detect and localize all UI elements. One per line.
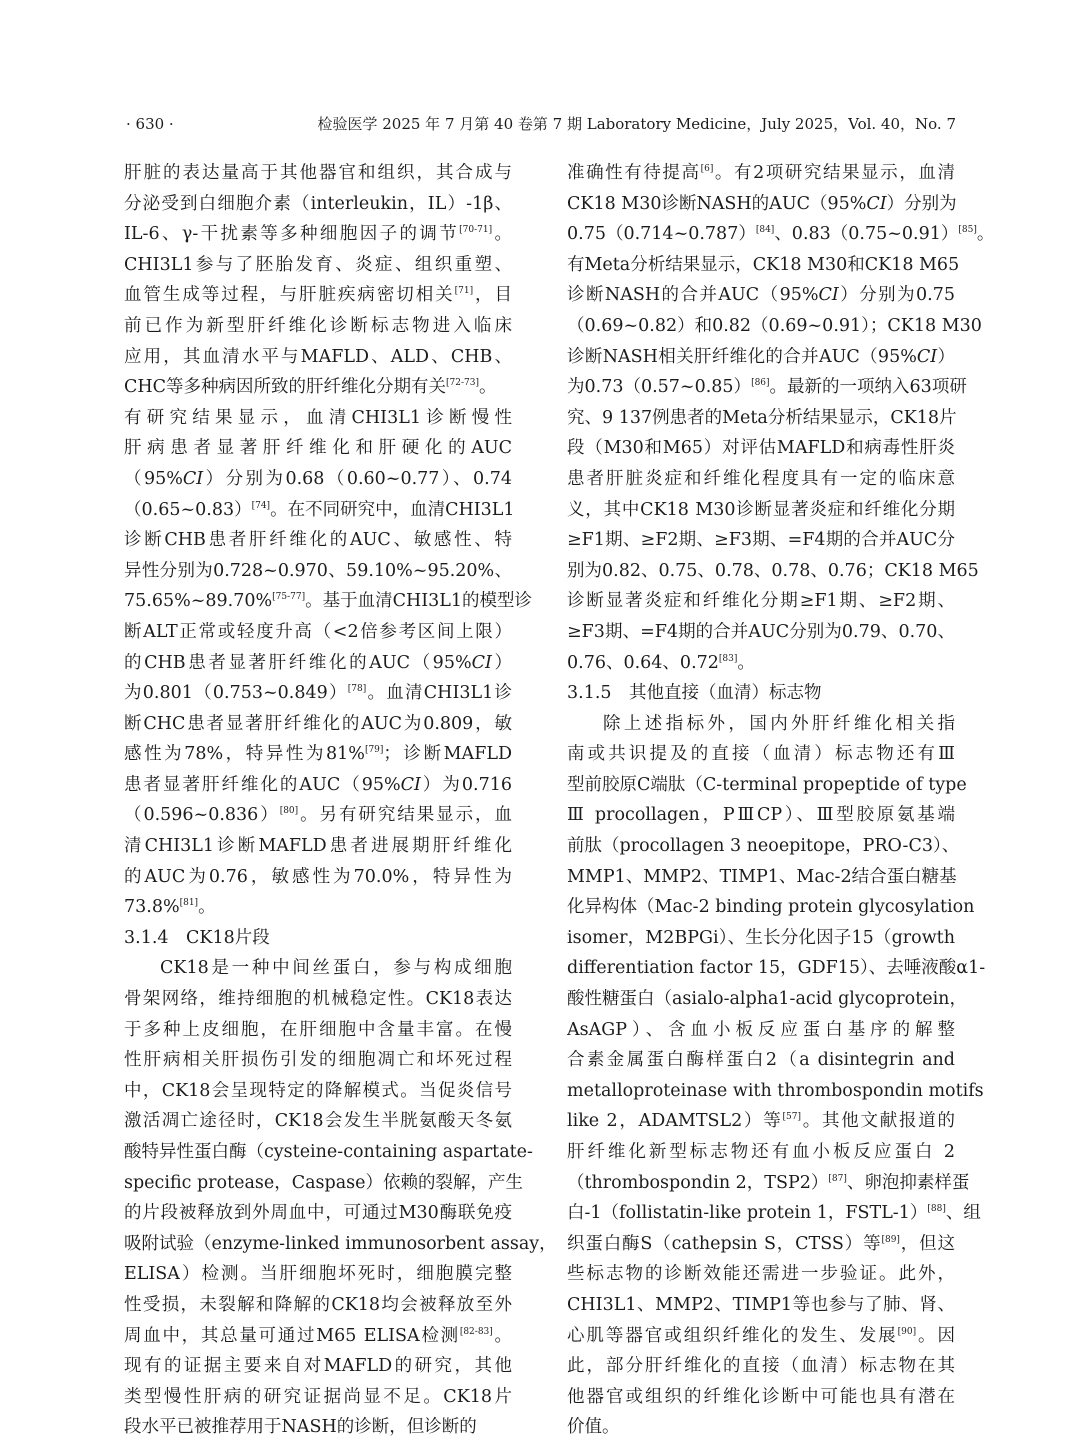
right-column-line: 诊断NASH的合并AUC（95%CI）分别为0.75 [567,285,955,306]
left-column-line: 为0.801（0.753~0.849）[78]。血清CHI3L1诊 [124,683,512,704]
right-column-line: 肝纤维化新型标志物还有血小板反应蛋白 2 [567,1142,955,1162]
left-column-line: 有研究结果显示，血清CHI3L1诊断慢性 [124,407,512,428]
left-column-line: 吸附试验（enzyme-linked immunosorbent assay， [124,1233,557,1254]
left-column-line: 肝脏的表达量高于其他器官和组织，其合成与 [124,163,512,183]
page-header [126,112,956,136]
right-column-line: 南或共识提及的直接（血清）标志物还有Ⅲ [567,744,955,765]
left-column-line: 分泌受到白细胞介素（interleukin，IL）-1β、 [124,193,512,214]
left-column-line: 的AUC为0.76，敏感性为70.0%，特异性为 [124,866,512,887]
left-column-line: 激活凋亡途径时，CK18会发生半胱氨酸天冬氨 [124,1111,512,1132]
right-column-line: like 2，ADAMTSL2）等[57]。其他文献报道的 [567,1111,955,1132]
left-column [124,158,557,1443]
left-column-line: 异性分别为0.728~0.970、59.10%~95.20%、 [124,560,512,581]
right-column-line: metalloproteinase with thrombospondin motifs [567,1080,984,1101]
right-column-line: CK18 M30诊断NASH的AUC（95%CI）分别为 [567,193,957,214]
left-column-line: 断CHC患者显著肝纤维化的AUC为0.809，敏 [124,713,512,734]
right-column-line: 究、9 137例患者的Meta分析结果显示，CK18片 [567,407,957,428]
right-column-line: （0.69~0.82）和0.82（0.69~0.91）；CK18 M30 [567,315,982,336]
left-column-line: 肝病患者显著肝纤维化和肝硬化的AUC [124,438,512,459]
right-column-line: 义，其中CK18 M30诊断显著炎症和纤维化分期 [567,499,955,520]
left-column-line: 中，CK18会呈现特定的降解模式。当促炎信号 [124,1080,512,1101]
left-column-line: 的CHB患者显著肝纤维化的AUC（95%CI） [124,652,512,673]
right-column-line: ≥F1期、≥F2期、≥F3期、=F4期的合并AUC分 [567,530,955,551]
left-column-line: 75.65%~89.70%[75-77]。基于血清CHI3L1的模型诊 [124,591,533,612]
right-column-line: isomer，M2BPGi）、生长分化因子15（growth [567,927,955,948]
left-column-line: 类型慢性肝病的研究证据尚显不足。CK18片 [124,1386,512,1407]
right-column-line: 段（M30和M65）对评估MAFLD和病毒性肝炎 [567,438,955,459]
right-column-line: （thrombospondin 2，TSP2）[87]、卵泡抑素样蛋 [567,1172,970,1193]
left-column-line: 清CHI3L1诊断MAFLD患者进展期肝纤维化 [124,836,512,857]
right-column-line: differentiation factor 15，GDF15）、去唾液酸α1- [567,958,986,979]
left-column-line: 诊断CHB患者肝纤维化的AUC、敏感性、特 [124,530,512,551]
right-column-line: 诊断NASH相关肝纤维化的合并AUC（95%CI） [567,346,956,367]
right-column-line: MMP1、MMP2、TIMP1、Mac-2结合蛋白糖基 [567,866,957,887]
right-column-line: 心肌等器官或组织纤维化的发生、发展[90]。因 [567,1325,956,1346]
right-column-line: 型前胶原C端肽（C-terminal propeptide of type [567,774,967,795]
right-column-line: 准确性有待提高[6]。有2项研究结果显示，血清 [567,163,956,183]
left-column-line: 性受损，未裂解和降解的CK18均会被释放至外 [124,1294,512,1315]
left-column-line: 酸特异性蛋白酶（cysteine-containing aspartate- [124,1142,533,1162]
right-column-line: 为0.73（0.57~0.85）[86]。最新的一项纳入63项研 [567,377,967,398]
right-column-line: AsAGP）、含血小板反应蛋白基序的解整 [567,1019,955,1040]
left-column-line: 73.8%[81]。 [124,897,216,918]
left-column-line: CHC等多种病因所致的肝纤维化分期有关[72-73]。 [124,377,497,398]
right-column-line: 除上述指标外，国内外肝纤维化相关指 [603,713,955,734]
right-column [567,158,995,1443]
left-column-line: 前已作为新型肝纤维化诊断标志物进入临床 [124,315,512,336]
right-column-line: 有Meta分析结果显示，CK18 M30和CK18 M65 [567,254,960,275]
right-column-line: 0.76、0.64、0.72[83]。 [567,652,755,673]
right-column-line: CHI3L1、MMP2、TIMP1等也参与了肺、肾、 [567,1294,955,1315]
right-column-line: 价值。 [567,1417,620,1438]
left-column-line: IL-6、γ-干扰素等多种细胞因子的调节[70-71]。 [124,224,513,245]
right-column-line: 白-1（follistatin-like protein 1，FSTL-1）[88]、组 [567,1203,981,1224]
right-column-line: 此，部分肝纤维化的直接（血清）标志物在其 [567,1356,955,1377]
left-column-line: specific protease，Caspase）依赖的裂解，产生 [124,1172,524,1193]
left-column-line: （0.65~0.83）[74]。在不同研究中，血清CHI3L1 [124,499,515,520]
right-column-line: 诊断显著炎症和纤维化分期≥F1期、≥F2期、 [567,591,955,612]
left-column-line: 3.1.4 CK18片段 [124,927,270,948]
left-column-line: （0.596~0.836）[80]。另有研究结果显示，血 [124,805,512,826]
left-column-line: 周血中，其总量可通过M65 ELISA检测[82-83]。 [124,1325,513,1346]
right-column-line: 酸性糖蛋白（asialo-alpha1-acid glycoprotein， [567,989,967,1010]
left-column-line: 骨架网络，维持细胞的机械稳定性。CK18表达 [124,989,512,1010]
left-column-line: CHI3L1参与了胚胎发育、炎症、组织重塑、 [124,254,512,275]
right-column-line: ≥F3期、=F4期的合并AUC分别为0.79、0.70、 [567,621,955,642]
left-column-line: 于多种上皮细胞，在肝细胞中含量丰富。在慢 [124,1019,512,1040]
left-column-line: ELISA）检测。当肝细胞坏死时，细胞膜完整 [124,1264,512,1285]
left-column-line: 段水平已被推荐用于NASH的诊断，但诊断的 [124,1417,477,1438]
right-column-line: 患者肝脏炎症和纤维化程度具有一定的临床意 [567,468,955,489]
left-column-line: 现有的证据主要来自对MAFLD的研究，其他 [124,1356,512,1377]
left-column-line: 应用，其血清水平与MAFLD、ALD、CHB、 [124,346,512,367]
left-column-line: 感性为78%，特异性为81%[79]；诊断MAFLD [124,744,512,765]
right-column-line: 合素金属蛋白酶样蛋白2（a disintegrin and [567,1050,955,1071]
right-column-line: 织蛋白酶S（cathepsin S，CTSS）等[89]，但这 [567,1233,955,1254]
left-column-line: 血管生成等过程，与肝脏疾病密切相关[71]，目 [124,285,513,306]
left-column-line: CK18是一种中间丝蛋白，参与构成细胞 [160,958,512,979]
right-column-line: 些标志物的诊断效能还需进一步验证。此外， [567,1264,955,1285]
left-column-line: 性肝病相关肝损伤引发的细胞凋亡和坏死过程 [124,1050,512,1071]
left-column-line: 断ALT正常或轻度升高（<2倍参考区间上限） [124,621,512,642]
page-number: · 630 · [126,115,174,133]
left-column-line: 的片段被释放到外周血中，可通过M30酶联免疫 [124,1203,512,1224]
right-column-line: 他器官或组织的纤维化诊断中可能也具有潜在 [567,1386,955,1407]
right-column-line: 化异构体（Mac-2 binding protein glycosylation [567,897,975,918]
right-column-line: 0.75（0.714~0.787）[84]、0.83（0.75~0.91）[85]。 [567,224,995,245]
right-column-line: 前肽（procollagen 3 neoepitope，PRO-C3）、 [567,836,960,857]
journal-info: 检验医学 2025 年 7 月第 40 卷第 7 期 Laboratory Medicine，July 2025，Vol. 40，No. 7 [317,115,956,133]
left-column-line: （95%CI）分别为0.68（0.60~0.77）、0.74 [124,468,512,489]
right-column-line: 别为0.82、0.75、0.78、0.78、0.76；CK18 M65 [567,560,979,581]
right-column-line: 3.1.5 其他直接（血清）标志物 [567,683,822,704]
left-column-line: 患者显著肝纤维化的AUC（95%CI）为0.716 [124,774,512,795]
right-column-line: Ⅲ procollagen，PⅢCP）、Ⅲ型胶原氨基端 [567,805,955,826]
